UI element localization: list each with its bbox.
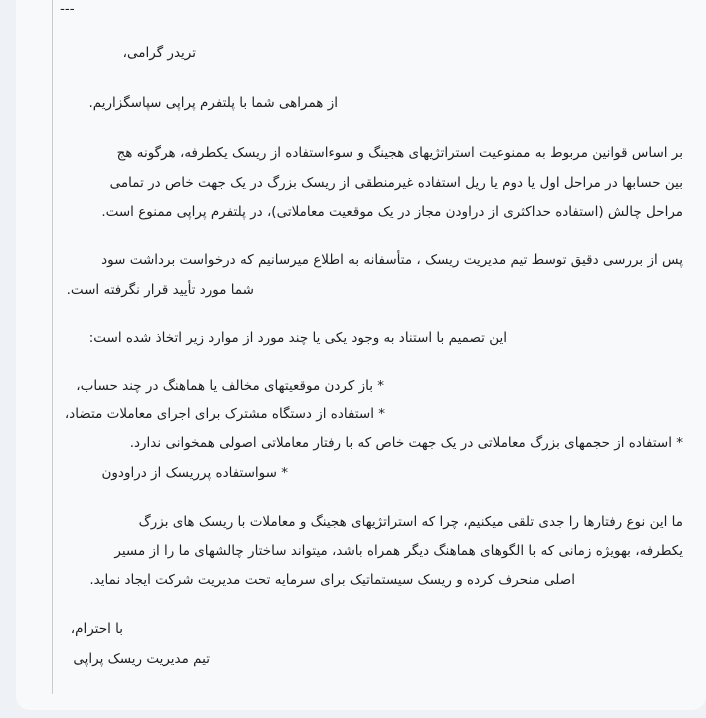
paragraph-line: بین حسابها در مراحل اول یا دوم یا ریل استفاده غیرمنطقی از ریسک بزرگ در یک جهت خاص در تمامی	[109, 175, 683, 191]
paragraph-line: بر اساس قوانین مربوط به ممنوعیت استراتژیهای هجینگ و سوءاستفاده از ریسک یکطرفه، هرگونه هج	[116, 145, 683, 161]
paragraph-line: اصلی منحرف کرده و ریسک سیستماتیک برای سرمایه تحت مدیریت شرکت ایجاد نماید.	[89, 572, 575, 588]
bullet-item: * استفاده از حجمهای بزرگ معاملاتی در یک جهت خاص که با رفتار معاملاتی اصولی همخوانی ندارد.	[129, 435, 683, 451]
closing: با احترام،	[70, 621, 123, 637]
paragraph-line: یکطرفه، بهویژه زمانی که با الگوهای هماهنگ دیگر همراه باشد، میتواند ساختار چالشهای ما را از مسیر	[114, 543, 683, 559]
quote-bar	[52, 0, 53, 694]
bullet-item: * سواستفاده پرریسک از دراودون	[101, 465, 288, 481]
greeting: تریدر گرامی،	[122, 45, 196, 61]
paragraph-line: ما این نوع رفتارها را جدی تلقی میکنیم، چرا که استراتژیهای هجینگ و معاملات با ریسک های بزرگ	[138, 514, 683, 530]
paragraph-line: مراحل چالش (استفاده حداکثری از دراودن مجاز در یک موقعیت معاملاتی)، در پلتفرم پراپی ممنوع است.	[101, 204, 683, 220]
signature: تیم مدیریت ریسک پراپی	[73, 651, 210, 667]
bullet-item: * استفاده از دستگاه مشترک برای اجرای معاملات متضاد،	[64, 406, 385, 422]
separator: ---	[60, 1, 75, 17]
paragraph-line: شما مورد تأیید قرار نگرفته است.	[66, 282, 254, 298]
paragraph-line: این تصمیم با استناد به وجود یکی یا چند مورد از موارد زیر اتخاذ شده است:	[88, 330, 507, 346]
paragraph-line: پس از بررسی دقیق توسط تیم مدیریت ریسک ، متأسفانه به اطلاع میرسانیم که درخواست برداشت سود	[101, 252, 683, 268]
bullet-item: * باز کردن موقعیتهای مخالف یا هماهنگ در چند حساب،	[76, 378, 384, 394]
intro-text: از همراهی شما با پلتفرم پراپی سپاسگزاریم.	[88, 95, 338, 111]
